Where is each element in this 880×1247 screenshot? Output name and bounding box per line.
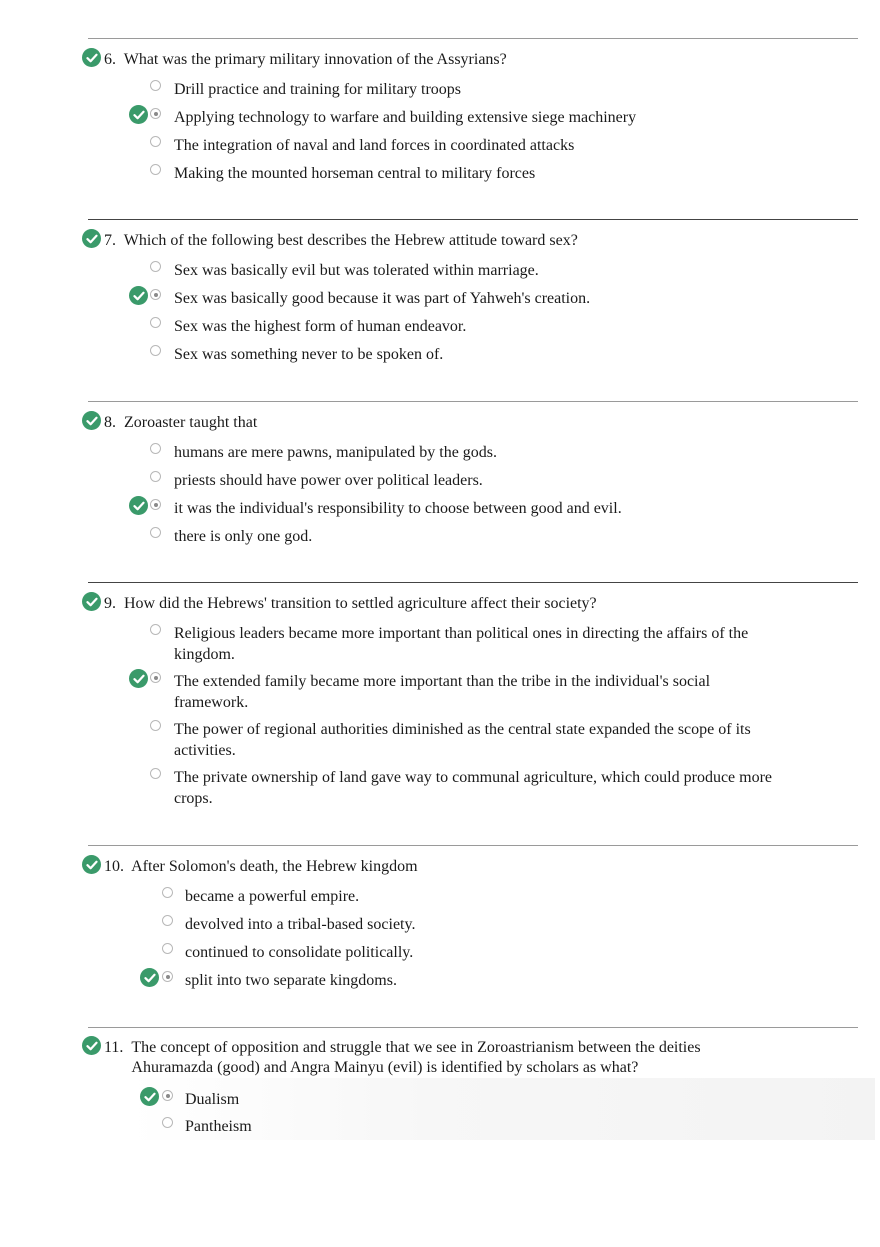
divider	[88, 219, 858, 220]
radio-button[interactable]	[150, 672, 161, 683]
answer-option[interactable]: Sex was something never to be spoken of.	[82, 344, 862, 372]
question-11	[82, 1038, 862, 1143]
answer-option[interactable]: Religious leaders became more important than political ones in directing the affairs of the kingdom.	[82, 623, 862, 671]
question-title	[82, 1038, 764, 1078]
answer-option[interactable]: Pantheism	[82, 1116, 862, 1143]
question-number: 8.	[104, 414, 116, 431]
question-number: 10.	[104, 858, 124, 875]
question-text: What was the primary military innovation of the Assyrians?	[123, 51, 507, 68]
radio-button[interactable]	[150, 108, 161, 119]
answer-option[interactable]: Making the mounted horseman central to military forces	[82, 163, 862, 191]
answer-option[interactable]: The private ownership of land gave way to communal agriculture, which could produce more crops.	[82, 767, 862, 815]
question-text: Zoroaster taught that	[124, 414, 258, 431]
radio-button[interactable]	[150, 261, 161, 272]
answer-option[interactable]: there is only one god.	[82, 526, 862, 554]
question-title	[82, 594, 862, 614]
answer-option[interactable]: The integration of naval and land forces in coordinated attacks	[82, 135, 862, 163]
radio-button[interactable]	[150, 499, 161, 510]
checkmark-circle-icon	[129, 286, 148, 305]
radio-button[interactable]	[150, 345, 161, 356]
question-text: The concept of opposition and struggle that we see in Zoroastrianism between the deities Ahuramazda (good) and Angra Mainyu (evil) is identified by scholars as what?	[131, 1039, 701, 1076]
divider	[88, 1027, 858, 1028]
checkmark-circle-icon	[82, 855, 101, 874]
radio-button[interactable]	[150, 136, 161, 147]
checkmark-circle-icon	[129, 496, 148, 515]
question-number: 11.	[104, 1039, 124, 1056]
checkmark-circle-icon	[140, 968, 159, 987]
answer-option[interactable]: it was the individual's responsibility to choose between good and evil.	[82, 498, 862, 526]
checkmark-circle-icon	[82, 48, 101, 67]
radio-button[interactable]	[150, 80, 161, 91]
checkmark-circle-icon	[129, 669, 148, 688]
checkmark-circle-icon	[82, 1036, 101, 1055]
radio-button[interactable]	[150, 624, 161, 635]
question-title	[82, 857, 862, 877]
question-8	[82, 413, 862, 554]
question-text: Which of the following best describes the Hebrew attitude toward sex?	[123, 232, 578, 249]
question-6	[82, 50, 862, 191]
answer-option[interactable]: became a powerful empire.	[82, 886, 862, 914]
answer-option[interactable]: split into two separate kingdoms.	[82, 970, 862, 998]
checkmark-circle-icon	[82, 411, 101, 430]
question-9	[82, 594, 862, 815]
answer-option[interactable]: Sex was the highest form of human endeavor.	[82, 316, 862, 344]
answer-option[interactable]: The power of regional authorities diminished as the central state expanded the scope of its activities.	[82, 719, 862, 767]
question-title	[82, 413, 862, 433]
radio-button[interactable]	[150, 720, 161, 731]
question-text: How did the Hebrews' transition to settled agriculture affect their society?	[124, 595, 597, 612]
question-number: 9.	[104, 595, 116, 612]
answer-option[interactable]: Dualism	[82, 1089, 862, 1116]
checkmark-circle-icon	[129, 105, 148, 124]
answer-option[interactable]: Sex was basically evil but was tolerated within marriage.	[82, 260, 862, 288]
radio-button[interactable]	[162, 971, 173, 982]
question-text: After Solomon's death, the Hebrew kingdom	[131, 858, 418, 875]
question-number: 7.	[104, 232, 116, 249]
radio-button[interactable]	[162, 887, 173, 898]
checkmark-circle-icon	[82, 592, 101, 611]
radio-button[interactable]	[150, 317, 161, 328]
checkmark-circle-icon	[82, 229, 101, 248]
radio-button[interactable]	[162, 943, 173, 954]
answer-option[interactable]: priests should have power over political leaders.	[82, 470, 862, 498]
answer-option[interactable]: devolved into a tribal-based society.	[82, 914, 862, 942]
question-number: 6.	[104, 51, 116, 68]
radio-button[interactable]	[162, 915, 173, 926]
answer-option[interactable]: The extended family became more important than the tribe in the individual's social framework.	[82, 671, 862, 719]
answer-option[interactable]: humans are mere pawns, manipulated by the gods.	[82, 442, 862, 470]
question-7	[82, 231, 862, 372]
question-title	[82, 231, 862, 251]
radio-button[interactable]	[150, 768, 161, 779]
radio-button[interactable]	[162, 1117, 173, 1128]
answer-option[interactable]: Drill practice and training for military troops	[82, 79, 862, 107]
question-title	[82, 50, 862, 70]
radio-button[interactable]	[150, 471, 161, 482]
radio-button[interactable]	[162, 1090, 173, 1101]
question-10	[82, 857, 862, 998]
answer-option[interactable]: Applying technology to warfare and building extensive siege machinery	[82, 107, 862, 135]
divider	[88, 845, 858, 846]
radio-button[interactable]	[150, 289, 161, 300]
answer-option[interactable]: continued to consolidate politically.	[82, 942, 862, 970]
divider	[88, 38, 858, 39]
radio-button[interactable]	[150, 443, 161, 454]
radio-button[interactable]	[150, 527, 161, 538]
answer-option[interactable]: Sex was basically good because it was part of Yahweh's creation.	[82, 288, 862, 316]
radio-button[interactable]	[150, 164, 161, 175]
divider	[88, 582, 858, 583]
divider	[88, 401, 858, 402]
checkmark-circle-icon	[140, 1087, 159, 1106]
